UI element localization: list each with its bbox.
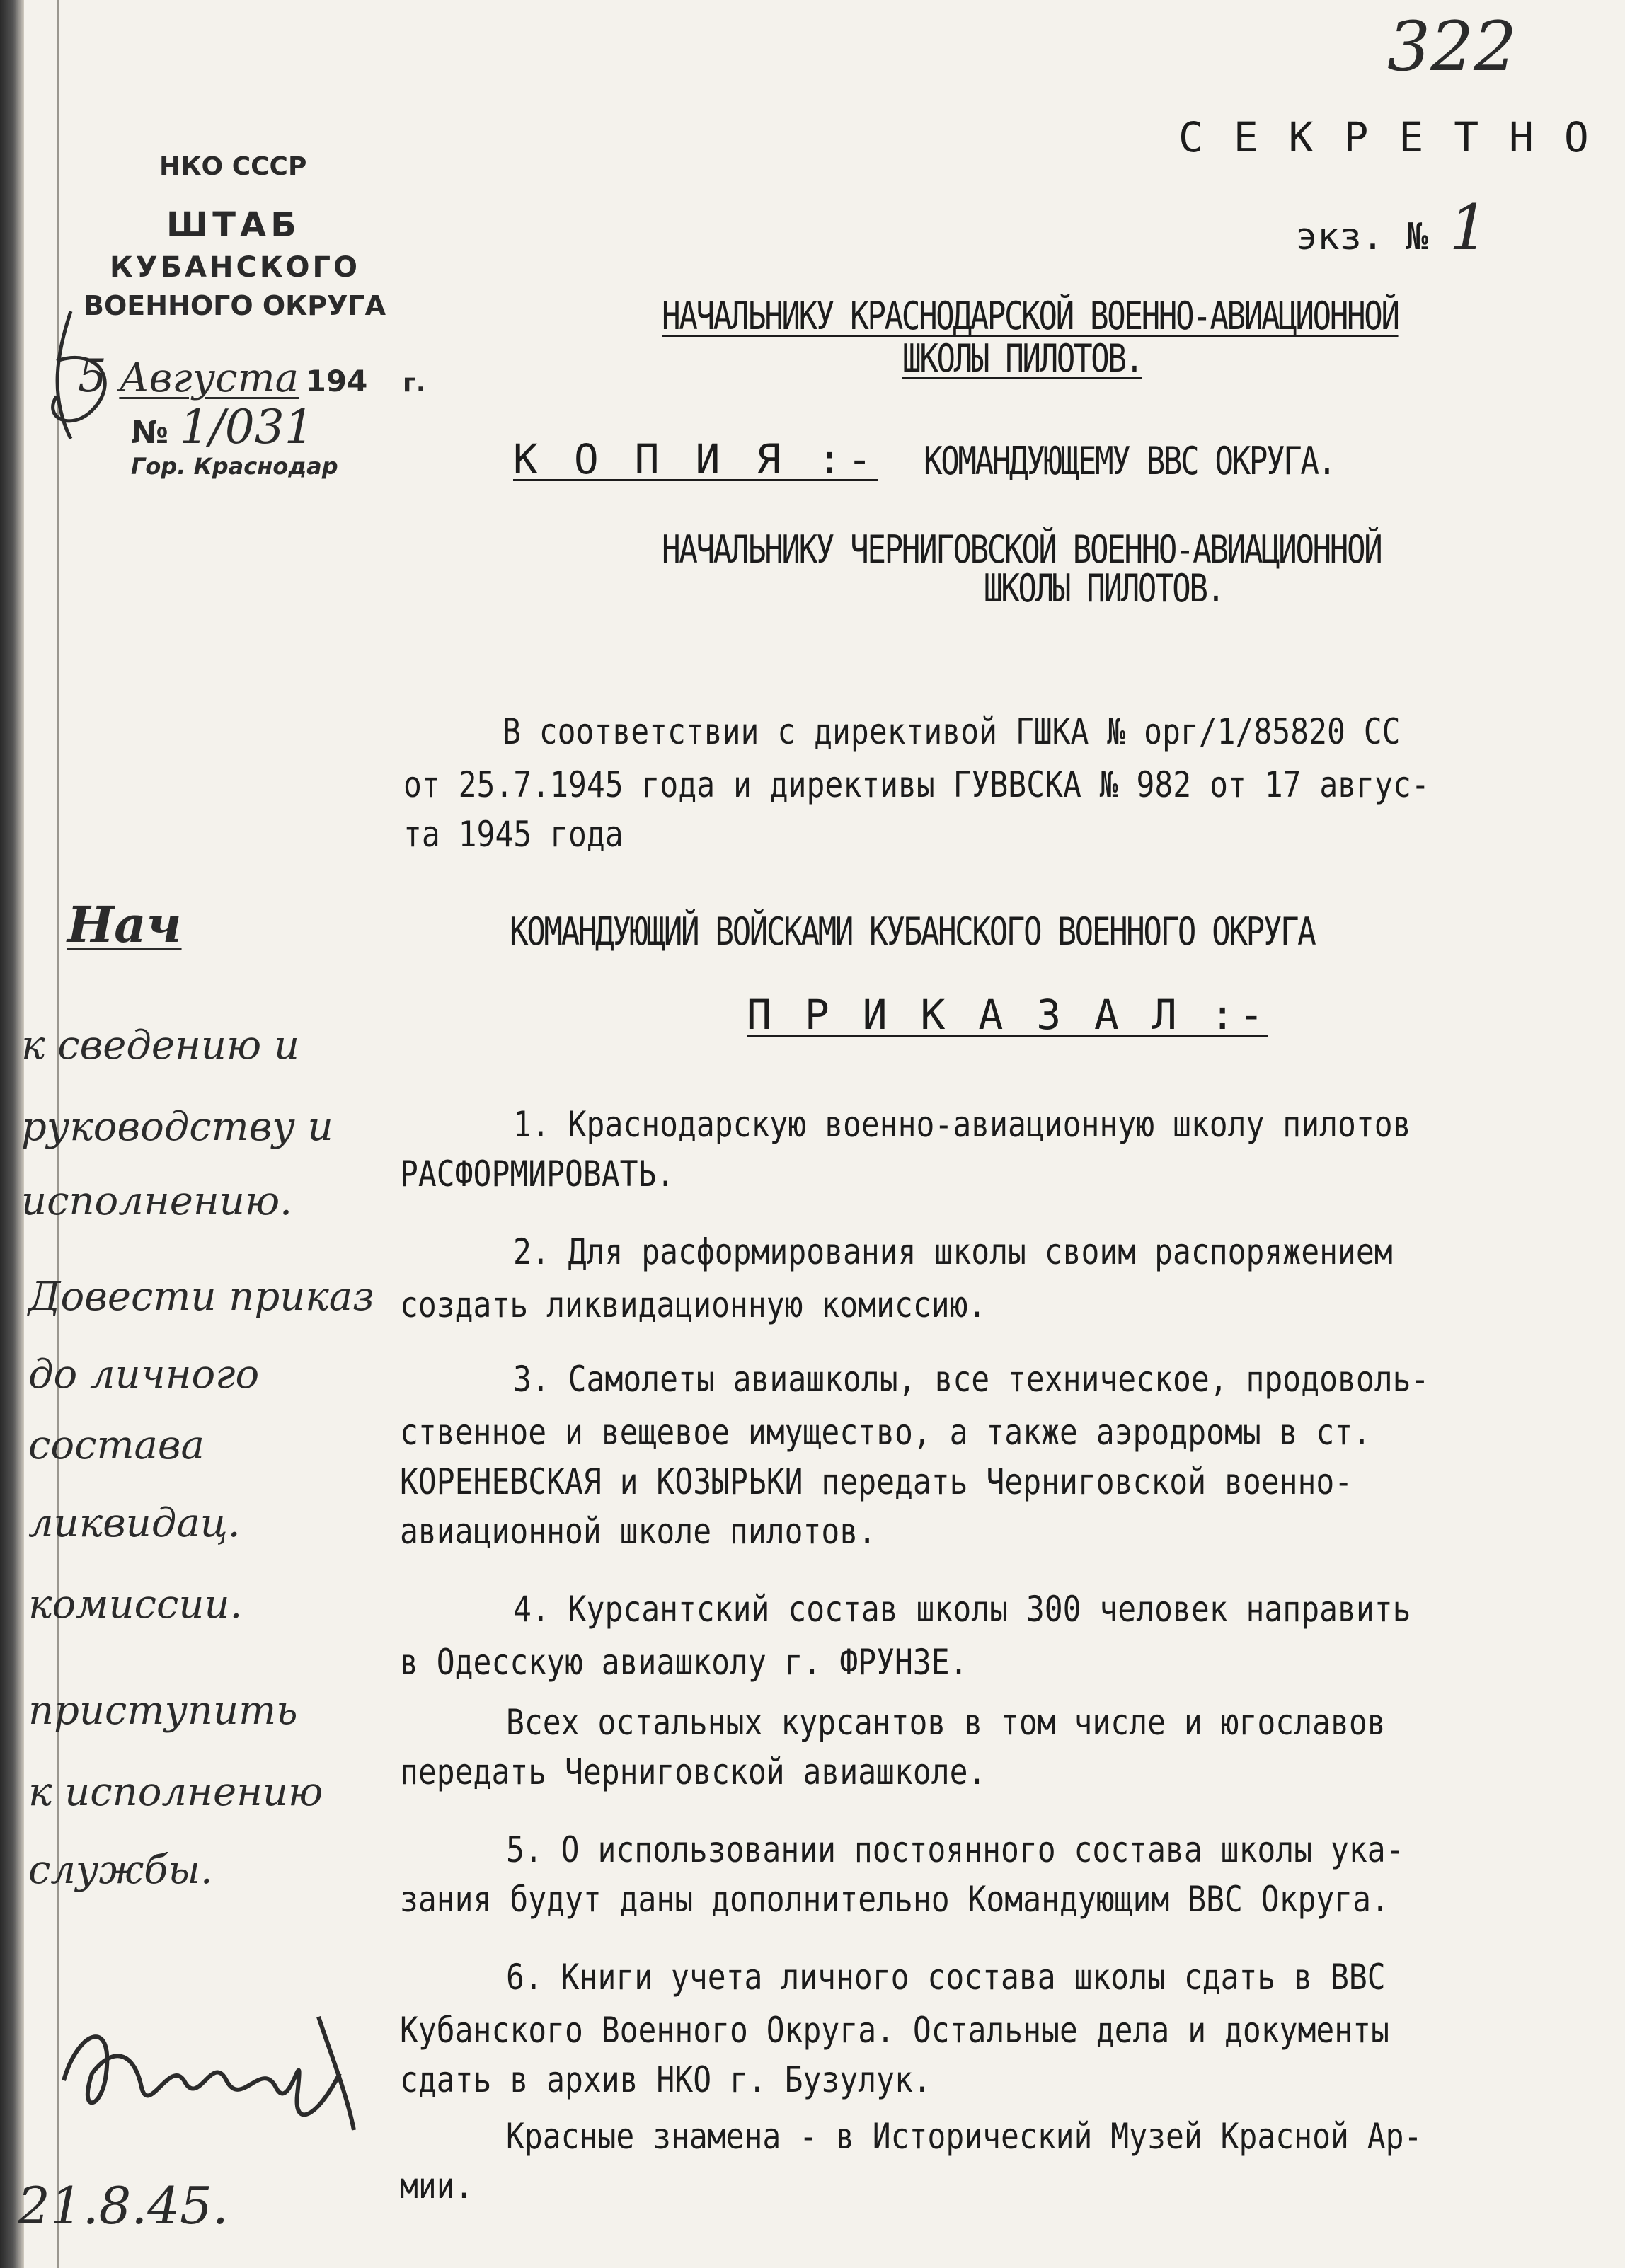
handwritten-signature [50,1988,375,2151]
margin-note-5: Довести приказ [28,1274,374,1320]
copy-label: экз. № [1295,216,1428,258]
item-4-line-4: передать Черниговской авиашколе. [400,1751,987,1792]
margin-note-7: состава [28,1422,205,1468]
stamp-line-4: ВОЕННОГО ОКРУГА [84,290,386,321]
item-6-line-2: Кубанского Военного Округа. Остальные дела и документы [400,2010,1389,2051]
stamp-line-1: НКО СССР [159,152,307,181]
stamp-line-3: КУБАНСКОГО [110,251,361,284]
copy-recipient-2-line-1: НАЧАЛЬНИКУ ЧЕРНИГОВСКОЙ ВОЕННО-АВИАЦИОННОЙ [662,527,1382,572]
margin-note-4: исполнению. [21,1178,292,1224]
classification-label: С Е К Р Е Т Н О [1178,113,1592,161]
item-3-line-1: 3. Самолеты авиашколы, все техническое, продоволь- [513,1359,1430,1400]
copy-heading: К О П И Я :- [513,435,878,483]
stamp-date-month: Августа [119,355,299,401]
stamp-line-2: ШТАБ [166,205,301,245]
margin-note-10: приступить [28,1688,298,1734]
copy-recipient-2-line-2: ШКОЛЫ ПИЛОТОВ. [984,566,1224,611]
item-4-line-1: 4. Курсантский состав школы 300 человек направить [513,1589,1411,1630]
item-3-line-2: ственное и вещевое имущество, а также аэродромы в ст. [400,1412,1372,1453]
item-6-line-4: Красные знамена - в Исторический Музей Красной Ар- [506,2116,1423,2157]
preamble-line-2: от 25.7.1945 года и директивы ГУВВСКА № 982 от 17 авгус- [403,764,1430,805]
margin-note-3: руководству и [21,1104,333,1150]
copy-number-line [1295,191,1488,264]
stamp-date-suffix: г. [402,369,426,398]
item-6-line-3: сдать в архив НКО г. Бузулук. [400,2059,931,2100]
margin-note-9: комиссии. [28,1582,243,1628]
item-6-line-1: 6. Книги учета личного состава школы сдать в ВВС [506,1957,1386,1998]
stamp-date-day: 5 [78,350,107,403]
issuer-line: КОМАНДУЮЩИЙ ВОЙСКАМИ КУБАНСКОГО ВОЕННОГО ОКРУГА [510,909,1315,954]
order-word: П Р И К А З А Л :- [747,991,1268,1039]
binding-edge [0,0,24,2268]
item-5-line-1: 5. О использовании постоянного состава школы ука- [506,1829,1404,1870]
item-2-line-1: 2. Для расформирования школы своим распоряжением [513,1231,1393,1272]
margin-note-2: к сведению и [21,1023,300,1069]
margin-note-1: Нач [67,895,182,954]
margin-note-8: ликвидац. [28,1500,241,1546]
preamble-line-1: В соответствии с директивой ГШКА № орг/1/85820 СС [503,711,1401,752]
item-6-line-5: мии. [400,2165,473,2206]
margin-note-12: службы. [28,1847,213,1893]
margin-note-6: до личного [28,1352,260,1398]
stamp-city: Гор. Краснодар [131,453,338,480]
item-3-line-3: КОРЕНЕВСКАЯ и КОЗЫРЬКИ передать Черниговской военно- [400,1461,1353,1502]
archive-number: 322 [1387,7,1517,86]
stamp-signature-scribble [28,297,170,453]
preamble-line-3: та 1945 года [403,814,624,855]
stamp-date-year: 194 [305,364,368,398]
stamp-number-label: № [131,415,168,451]
item-1-line-1: 1. Краснодарскую военно-авиационную школу пилотов [513,1104,1411,1145]
copy-number: 1 [1449,191,1489,264]
copy-recipient-1: КОМАНДУЮЩЕМУ ВВС ОКРУГА. [924,439,1335,483]
item-4-line-3: Всех остальных курсантов в том числе и югославов [506,1702,1386,1743]
item-1-line-2: РАСФОРМИРОВАТЬ. [400,1153,675,1195]
margin-note-date: 21.8.45. [18,2176,229,2235]
item-3-line-4: авиационной школе пилотов. [400,1511,877,1552]
stamp-number-value: 1/031 [179,400,314,454]
item-4-line-2: в Одесскую авиашколу г. ФРУНЗЕ. [400,1642,968,1683]
item-5-line-2: зания будут даны дополнительно Командующим ВВС Округа. [400,1879,1389,1920]
margin-note-11: к исполнению [28,1769,323,1815]
addressee-main-line-2: ШКОЛЫ ПИЛОТОВ. [902,336,1142,381]
item-2-line-2: создать ликвидационную комиссию. [400,1284,987,1325]
addressee-main-line-1: НАЧАЛЬНИКУ КРАСНОДАРСКОЙ ВОЕННО-АВИАЦИОННОЙ [662,294,1399,338]
